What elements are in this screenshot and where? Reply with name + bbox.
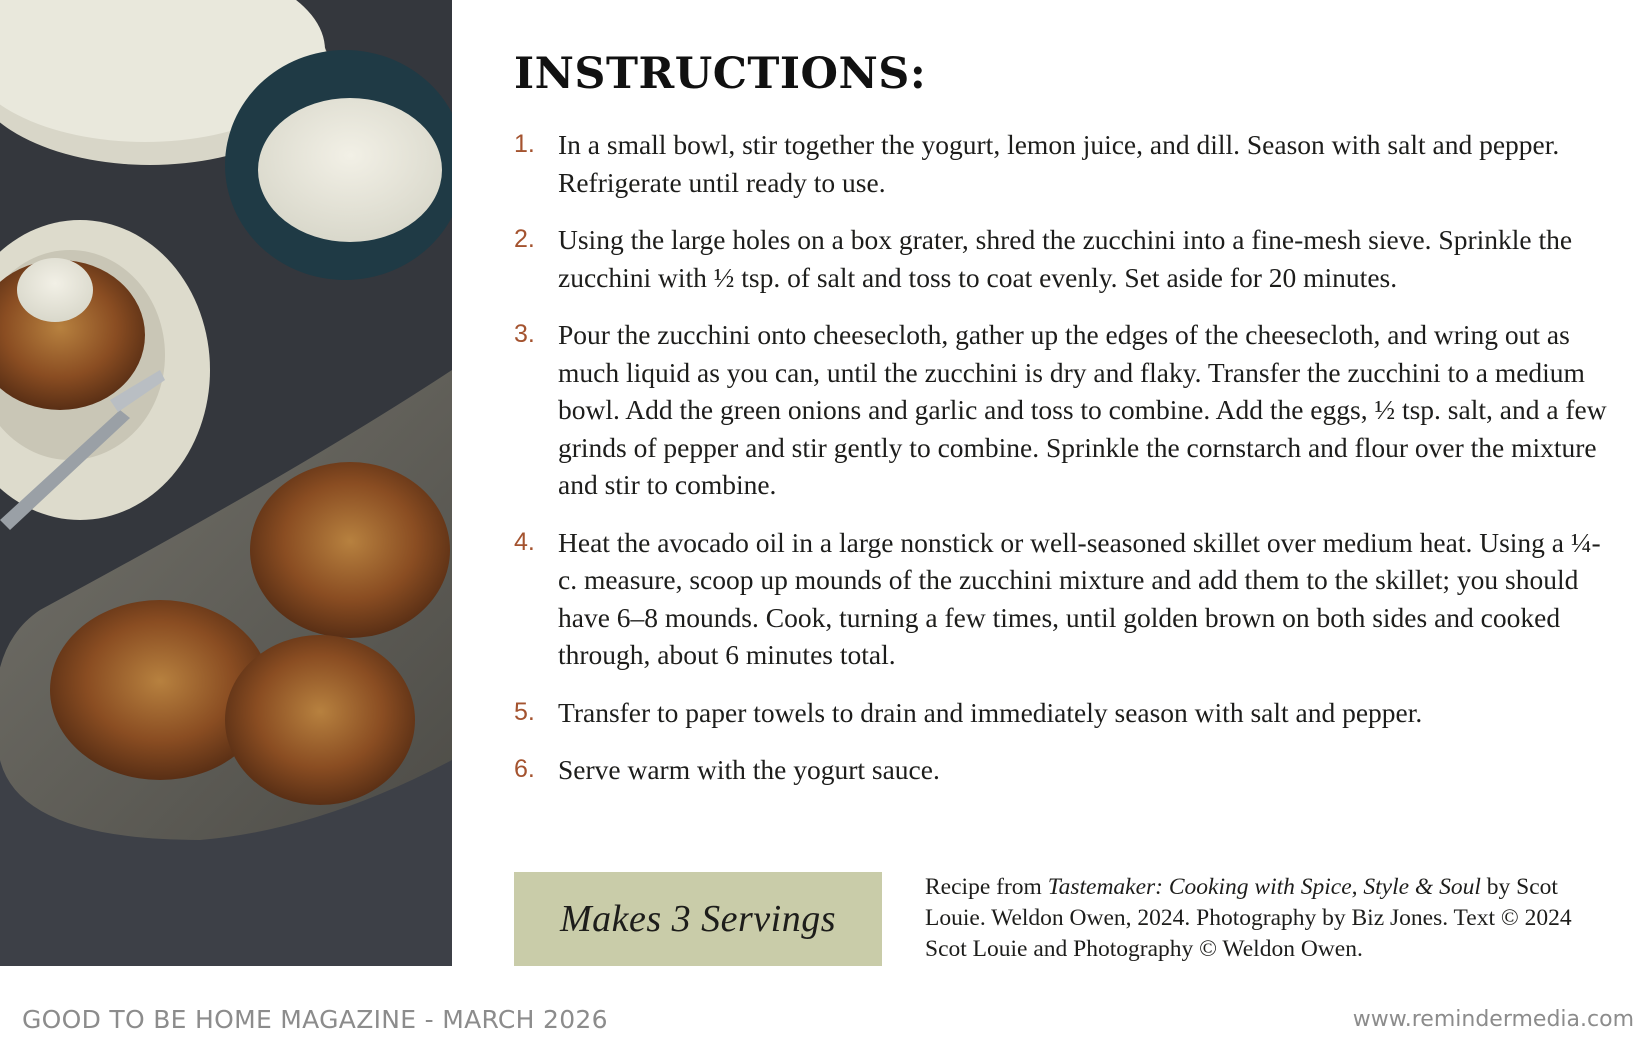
recipe-credit	[925, 872, 1605, 965]
step-text: Pour the zucchini onto cheesecloth, gather up the edges of the cheesecloth, and wring out as much liquid as you can, until the zucchini is dry and flaky. Transfer the zucchini to a medium bowl. Add the green onions and garlic and toss to combine. Add the eggs, ½ tsp. salt, and a few grinds of pepper and stir gently to combine. Sprinkle the cornstarch and flour over the mixture and stir to combine.	[558, 319, 1607, 500]
instruction-step	[514, 524, 1614, 674]
servings-badge	[514, 872, 882, 966]
magazine-footer: GOOD TO BE HOME MAGAZINE - MARCH 2026	[22, 1005, 608, 1034]
instructions-heading: INSTRUCTIONS:	[514, 49, 927, 99]
instruction-step	[514, 316, 1614, 504]
step-text: Transfer to paper towels to drain and immediately season with salt and pepper.	[558, 696, 1423, 728]
credit-prefix: Recipe from	[925, 874, 1048, 900]
credit-suffix: by Scot Louie. Weldon Owen, 2024. Photography by Biz Jones. Text © 2024 Scot Louie and Photography © Weldon Owen.	[925, 874, 1572, 962]
servings-text: Makes 3 Servings	[559, 898, 837, 940]
instruction-step	[514, 751, 1614, 789]
step-text: Using the large holes on a box grater, shred the zucchini into a fine-mesh sieve. Sprinkle the zucchini with ½ tsp. of salt and toss to coat evenly. Set aside for 20 minutes.	[558, 224, 1573, 293]
step-number: 6.	[514, 755, 535, 783]
website-link[interactable]: www.remindermedia.com	[1352, 1007, 1634, 1032]
instruction-step	[514, 126, 1614, 201]
step-text: Serve warm with the yogurt sauce.	[558, 754, 940, 785]
step-text: Heat the avocado oil in a large nonstick or well-seasoned skillet over medium heat. Using a ¼-c. measure, scoop up mounds of the zucchini mixture and add them to the skillet; you should have 6–8 mounds. Cook, turning a few times, until golden brown on both sides and cooked through, about 6 minutes total.	[558, 526, 1601, 670]
step-text: In a small bowl, stir together the yogurt, lemon juice, and dill. Season with salt and pepper. Refrigerate until ready to use.	[558, 129, 1560, 198]
step-number: 1.	[514, 130, 535, 158]
instructions-section	[514, 44, 1614, 809]
food-photo	[0, 0, 452, 966]
step-number: 5.	[514, 697, 535, 726]
step-number: 3.	[514, 320, 535, 348]
step-number: 4.	[514, 527, 535, 556]
step-number: 2.	[514, 225, 535, 253]
instruction-step	[514, 694, 1614, 732]
credit-book-title: Tastemaker: Cooking with Spice, Style & Soul	[1047, 874, 1481, 900]
instruction-steps	[514, 126, 1614, 789]
instruction-step	[514, 221, 1614, 296]
